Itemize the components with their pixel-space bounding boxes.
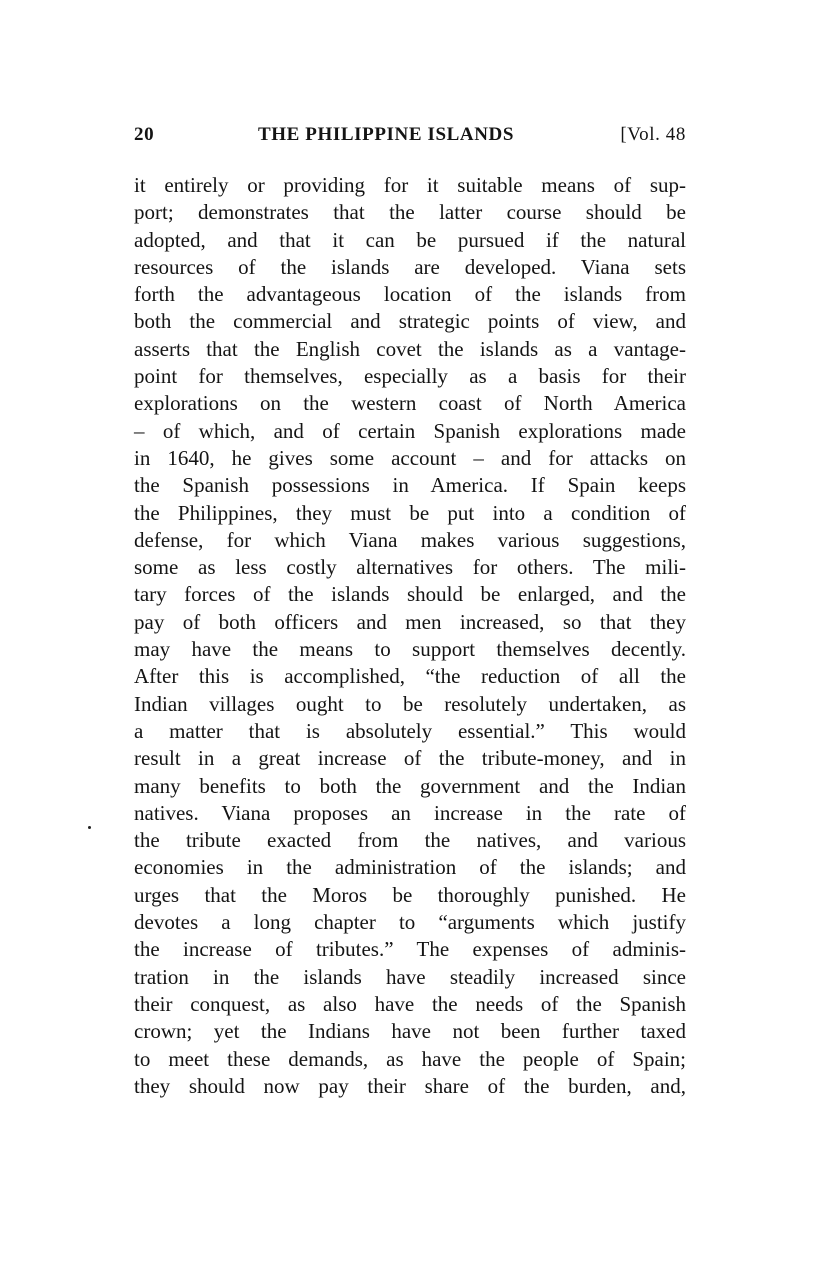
- text-line: devotes a long chapter to “arguments which justify: [134, 910, 686, 935]
- text-line: natives. Viana proposes an increase in the rate of: [134, 800, 686, 825]
- volume-label: [Vol. 48: [620, 124, 686, 145]
- text-line: they should now pay their share of the burden, and,: [134, 1073, 686, 1098]
- text-line: many benefits to both the government and the Indian: [134, 773, 686, 798]
- text-line: After this is accomplished, “the reduction of all the: [134, 664, 686, 689]
- text-line: forth the advantageous location of the islands from: [134, 282, 686, 307]
- text-line: defense, for which Viana makes various suggestions,: [134, 527, 686, 552]
- text-line: in 1640, he gives some account – and for attacks on: [134, 445, 686, 470]
- body-text: [134, 172, 686, 1100]
- running-head: [134, 124, 686, 150]
- text-line: their conquest, as also have the needs of the Spanish: [134, 991, 686, 1016]
- text-line: port; demonstrates that the latter course should be: [134, 200, 686, 225]
- text-line: some as less costly alternatives for others. The mili-: [134, 555, 686, 580]
- text-line: tration in the islands have steadily increased since: [134, 964, 686, 989]
- text-line: crown; yet the Indians have not been further taxed: [134, 1019, 686, 1044]
- text-line: the increase of tributes.” The expenses of adminis-: [134, 937, 686, 962]
- text-line: – of which, and of certain Spanish explorations made: [134, 418, 686, 443]
- text-line: Indian villages ought to be resolutely undertaken, as: [134, 691, 686, 716]
- running-title: THE PHILIPPINE ISLANDS: [258, 124, 515, 145]
- text-line: point for themselves, especially as a basis for their: [134, 364, 686, 389]
- scan-speck: [88, 826, 91, 829]
- text-line: adopted, and that it can be pursued if the natural: [134, 227, 686, 252]
- text-line: both the commercial and strategic points of view, and: [134, 309, 686, 334]
- text-line: explorations on the western coast of North America: [134, 391, 686, 416]
- text-line: urges that the Moros be thoroughly punished. He: [134, 882, 686, 907]
- text-line: the Spanish possessions in America. If Spain keeps: [134, 473, 686, 498]
- text-line: it entirely or providing for it suitable means of sup-: [134, 173, 686, 197]
- text-line: result in a great increase of the tribute-money, and in: [134, 746, 686, 771]
- text-line: the Philippines, they must be put into a condition of: [134, 500, 686, 525]
- text-line: tary forces of the islands should be enlarged, and the: [134, 582, 686, 607]
- text-line: a matter that is absolutely essential.” This would: [134, 718, 686, 743]
- text-line: pay of both officers and men increased, so that they: [134, 609, 686, 634]
- text-line: the tribute exacted from the natives, and various: [134, 828, 686, 853]
- text-line: may have the means to support themselves decently.: [134, 637, 686, 662]
- text-line: to meet these demands, as have the people of Spain;: [134, 1046, 686, 1071]
- text-line: resources of the islands are developed. Viana sets: [134, 254, 686, 279]
- text-line: economies in the administration of the islands; and: [134, 855, 686, 880]
- page-number: 20: [134, 124, 155, 145]
- text-line: asserts that the English covet the islands as a vantage-: [134, 336, 686, 361]
